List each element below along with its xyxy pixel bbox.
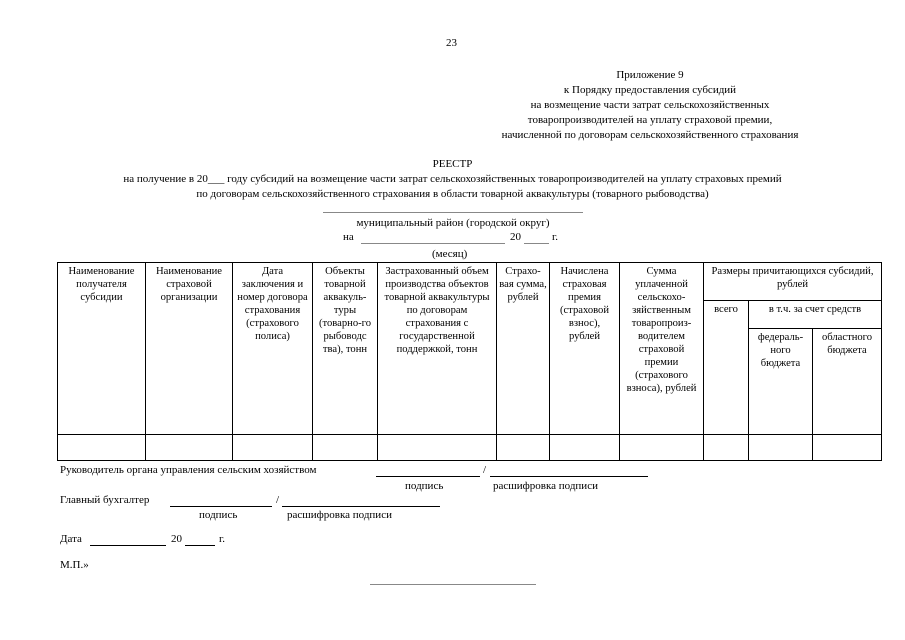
sign-caption: подпись: [199, 509, 238, 521]
date-year-line: [185, 545, 215, 546]
year-blank-line: [524, 243, 549, 244]
accountant-decode-line: [282, 506, 440, 507]
title-line: на получение в 20___ году субсидий на возмещение части затрат сельскохозяйственных товаропроизводителей на уплату страховых премий: [123, 173, 782, 185]
month-label: (месяц): [432, 248, 468, 260]
header-subsidy: Размеры причитающихся субсидий, рублей: [704, 263, 882, 301]
accountant-label: Главный бухгалтер: [60, 494, 150, 506]
sign-caption: подпись: [405, 480, 444, 492]
table-cell: [58, 435, 146, 461]
header-insured-sum: Страхо-вая сумма, рублей: [497, 263, 550, 435]
table-cell: [497, 435, 550, 461]
accountant-sign-line: [170, 506, 272, 507]
title-line: по договорам сельскохозяйственного страхования в области товарной аквакультуры (товарного рыбоводства): [196, 188, 709, 200]
date-year-suffix: г.: [219, 533, 226, 545]
table-cell: [146, 435, 233, 461]
head-sign-line: [376, 476, 480, 477]
head-decode-line: [490, 476, 648, 477]
appendix-line: к Порядку предоставления субсидий: [563, 84, 737, 96]
decode-caption: расшифровка подписи: [287, 509, 392, 521]
header-subsidy-total: всего: [704, 301, 749, 435]
slash: /: [276, 494, 280, 506]
date-label: Дата: [60, 533, 82, 545]
header-recipient: Наименование получателя субсидии: [58, 263, 146, 435]
header-regional-budget: областного бюджета: [813, 329, 882, 435]
header-objects: Объекты товарной аквакуль-туры (товарно-го рыбоводс тва), тонн: [313, 263, 378, 435]
slash: /: [483, 464, 487, 476]
header-federal-budget: федераль-ного бюджета: [749, 329, 813, 435]
district-blank-line: [323, 212, 583, 213]
on-prefix: на: [343, 231, 354, 243]
table-cell: [233, 435, 313, 461]
header-premium-paid: Сумма уплаченной сельскохо-зяйственным товаропроиз-водителем страховой премии (страхового взноса), рублей: [620, 263, 704, 435]
appendix-block: [470, 68, 830, 143]
header-subsidy-incl: в т.ч. за счет средств: [749, 301, 882, 329]
header-premium-charged: Начислена страховая премия (страховой взнос), рублей: [550, 263, 620, 435]
registry-table: [57, 262, 882, 461]
table-cell: [620, 435, 704, 461]
title-heading: РЕЕСТР: [432, 158, 473, 170]
document-title: [0, 157, 905, 202]
appendix-line: на возмещение части затрат сельскохозяйственных: [530, 99, 770, 111]
header-insurer: Наименование страховой организации: [146, 263, 233, 435]
header-insured-volume: Застрахованный объем производства объектов товарной аквакультуры по договорам страхования с государственной поддержкой, тонн: [378, 263, 497, 435]
year-suffix: г.: [552, 231, 559, 243]
table-cell: [550, 435, 620, 461]
header-contract-date: Дата заключения и номер договора страхования (страхового полиса): [233, 263, 313, 435]
page-number: 23: [446, 37, 457, 49]
decode-caption: расшифровка подписи: [493, 480, 598, 492]
head-label: Руководитель органа управления сельским хозяйством: [60, 464, 317, 476]
table-cell: [813, 435, 882, 461]
table-cell: [313, 435, 378, 461]
table-row: [58, 435, 882, 461]
appendix-line: Приложение 9: [616, 69, 684, 81]
stamp-mark: М.П.»: [60, 559, 89, 571]
district-label: муниципальный район (городской округ): [356, 217, 550, 229]
table-cell: [704, 435, 749, 461]
date-year-prefix: 20: [171, 533, 182, 545]
date-day-line: [90, 545, 166, 546]
month-blank-line: [361, 243, 505, 244]
year-prefix: 20: [510, 231, 521, 243]
table-cell: [378, 435, 497, 461]
appendix-line: товаропроизводителей на уплату страховой премии,: [527, 114, 773, 126]
appendix-line: начисленной по договорам сельскохозяйственного страхования: [501, 129, 799, 141]
end-rule: [370, 584, 536, 585]
table-cell: [749, 435, 813, 461]
